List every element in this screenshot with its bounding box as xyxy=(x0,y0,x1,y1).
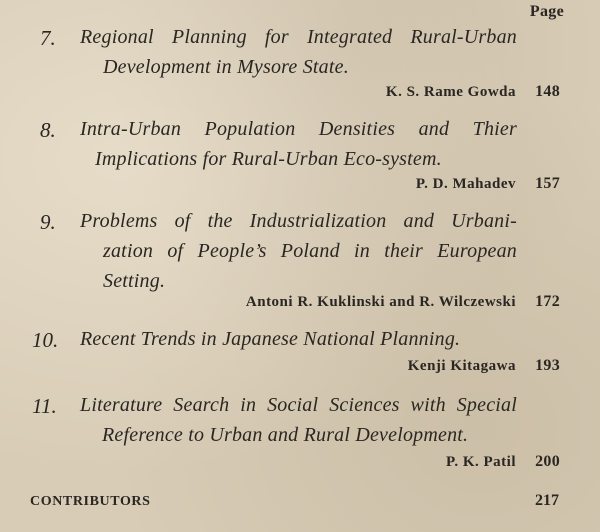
entry-title-line: Literature Search in Social Sciences with Special xyxy=(80,394,517,416)
entry-number: 9. xyxy=(40,210,56,234)
entry-page-number: 157 xyxy=(535,175,560,192)
entry-number: 10. xyxy=(32,328,59,352)
entry-author: Antoni R. Kuklinski and R. Wilczewski xyxy=(245,294,516,310)
entry-number: 7. xyxy=(40,26,56,50)
entry-number: 8. xyxy=(40,118,56,142)
entry-author: K. S. Rame Gowda xyxy=(385,84,516,100)
entry-author: P. K. Patil xyxy=(446,454,516,470)
page-column-header: Page xyxy=(529,3,564,20)
entry-page-number: 148 xyxy=(535,83,560,100)
contributors-heading: CONTRIBUTORS xyxy=(30,494,151,509)
entry-title-line: zation of People’s Poland in their European xyxy=(103,240,517,262)
entry-number: 11. xyxy=(32,394,57,418)
entry-title-line: Development in Mysore State. xyxy=(103,56,349,78)
entry-author: Kenji Kitagawa xyxy=(407,358,516,374)
entry-title-line: Recent Trends in Japanese National Planning. xyxy=(80,328,461,350)
entry-page-number: 193 xyxy=(535,357,560,374)
entry-page-number: 200 xyxy=(535,453,560,470)
entry-title-line: Reference to Urban and Rural Development. xyxy=(102,424,469,446)
entry-title-line: Problems of the Industrialization and Urbani- xyxy=(80,210,517,232)
entry-title-line: Setting. xyxy=(103,270,166,292)
contributors-page-number: 217 xyxy=(535,492,559,509)
entry-page-number: 172 xyxy=(535,293,560,310)
entry-title-line: Regional Planning for Integrated Rural-Urban xyxy=(80,26,517,48)
entry-title-line: Implications for Rural-Urban Eco-system. xyxy=(95,148,442,170)
entry-author: P. D. Mahadev xyxy=(415,176,516,192)
entry-title-line: Intra-Urban Population Densities and Thier xyxy=(80,118,517,140)
